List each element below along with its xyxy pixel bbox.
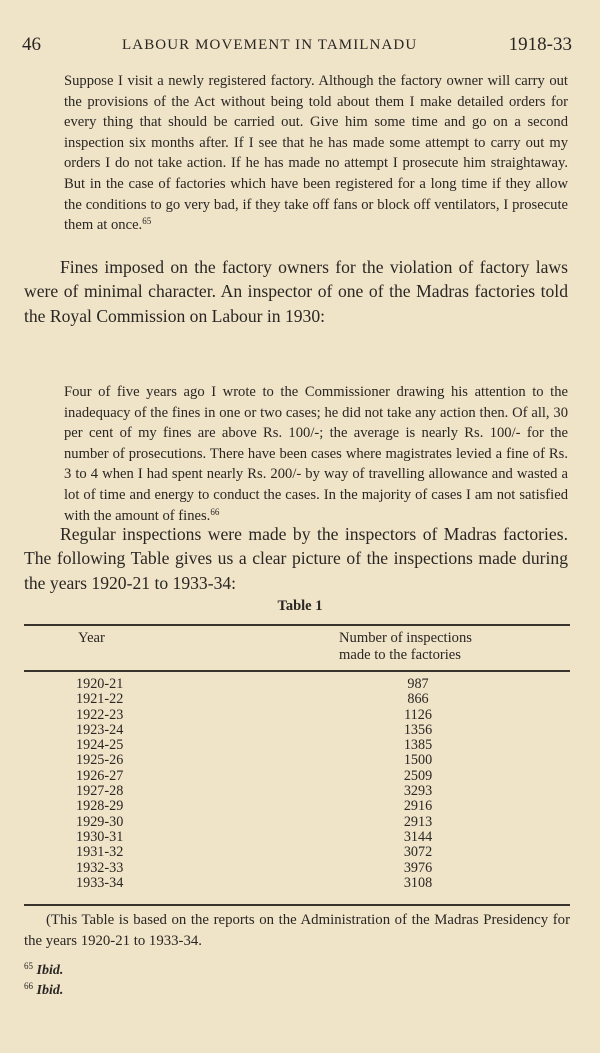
table-cell-year: 1930-31 (76, 828, 124, 845)
table-cell-year: 1921-22 (76, 691, 124, 708)
table-cell-year: 1931-32 (76, 844, 124, 861)
table-row (76, 677, 476, 692)
table-row (76, 799, 476, 814)
table-row (76, 769, 476, 784)
block-quote-2 (64, 382, 568, 526)
table-cell-year: 1927-28 (76, 783, 124, 800)
table-cell-count: 1126 (404, 706, 432, 723)
table-top-rule (24, 624, 570, 626)
table-cell-count: 866 (407, 691, 429, 708)
table-row (76, 876, 476, 891)
table-row (76, 708, 476, 723)
footnote-number: 66 (24, 981, 33, 991)
table-source-note: (This Table is based on the reports on the Administration of the Madras Presidency for the years 1920-21 to 1933-34. (24, 912, 570, 949)
table-cell-count: 1356 (403, 721, 433, 738)
footnote-65 (24, 963, 63, 979)
table-cell-year: 1920-21 (76, 676, 124, 692)
block-quote-1-text: Suppose I visit a newly registered factory. Although the factory owner will carry out the provisions of the Act without being told about them I make detailed orders for every thing that should be carried out. Give him some time and go on a second inspection six months after. If I see that he has made some attempt to carry out my orders I do not take action. If he has made no attempt I prosecute him straightaway. But in the case of factories which have been registered for a long time if they allow the conditions to go very bad, if they take off fans or block off ventilators, I prosecute them at once. (64, 73, 568, 234)
book-title: LABOUR MOVEMENT IN TAMILNADU (122, 37, 418, 53)
table-row (76, 861, 476, 876)
table-cell-count: 3108 (403, 874, 433, 891)
footnote-66 (24, 983, 63, 999)
table-cell-count: 1500 (403, 752, 433, 769)
table-cell-count: 2913 (403, 813, 433, 830)
running-header (22, 34, 572, 58)
table-row (76, 753, 476, 768)
table-body (76, 677, 476, 891)
block-quote-2-text: Four of five years ago I wrote to the Commissioner drawing his attention to the inadequacy of the fines in one or two cases; he did not take any action then. Of all, 30 per cent of my fines are above Rs. 100/-; the average is nearly Rs. 100/- for the number of prosecutions. There have been cases where magistrates levied a fine of Rs. 3 to 4 when I had spent nearly Rs. 200/- by way of travelling allowance and wasted a lot of time and energy to conduct the cases. In the majority of cases I am not satisfied with the amount of fines. (64, 384, 568, 524)
table-cell-count: 2509 (403, 767, 433, 784)
table-cell-count: 2916 (403, 798, 433, 815)
table-cell-year: 1929-30 (76, 813, 124, 830)
table-cell-year: 1933-34 (76, 874, 124, 891)
footnote-number: 65 (24, 961, 33, 971)
table-header-number-line1: Number of inspections (339, 630, 472, 646)
table-header-rule (24, 670, 570, 672)
table-row (76, 692, 476, 707)
table-cell-year: 1926-27 (76, 767, 124, 784)
book-years: 1918-33 (508, 34, 572, 55)
table-row (76, 815, 476, 830)
table-row (76, 723, 476, 738)
page-number: 46 (22, 34, 41, 55)
footnote-ref-65[interactable]: 65 (142, 216, 152, 227)
table-cell-count: 1385 (403, 737, 433, 754)
table-cell-year: 1922-23 (76, 706, 124, 723)
block-quote-1 (64, 71, 568, 236)
table-cell-year: 1923-24 (76, 721, 124, 738)
footnote-ref-66[interactable]: 66 (210, 506, 220, 517)
table-cell-year: 1924-25 (76, 737, 124, 754)
table-cell-count: 3144 (403, 828, 433, 845)
table-bottom-rule (24, 904, 570, 906)
table-caption: Table 1 (277, 598, 323, 614)
paragraph-fines: Fines imposed on the factory owners for the violation of factory laws were of minimal character. An inspector of one of the Madras factories told the Royal Commission on Labour in 1930: (24, 257, 568, 326)
table-cell-count: 987 (407, 676, 429, 692)
table-row (76, 830, 476, 845)
table-row (76, 845, 476, 860)
table-cell-count: 3072 (403, 844, 433, 861)
footnote-text: Ibid. (36, 963, 64, 978)
footnote-text: Ibid. (36, 983, 64, 998)
table-row (76, 784, 476, 799)
table-row (76, 738, 476, 753)
table-cell-year: 1925-26 (76, 752, 124, 769)
table-cell-count: 3293 (403, 783, 433, 800)
table-header-number-line2: made to the factories (339, 647, 461, 663)
paragraph-inspections: Regular inspections were made by the inspectors of Madras factories. The following Table gives us a clear picture of the inspections made during the years 1920-21 to 1933-34: (24, 524, 568, 593)
table-cell-year: 1928-29 (76, 798, 124, 815)
table-header-year: Year (78, 630, 105, 646)
table-cell-count: 3976 (403, 859, 433, 876)
table-cell-year: 1932-33 (76, 859, 124, 876)
table-header-number (339, 630, 539, 664)
